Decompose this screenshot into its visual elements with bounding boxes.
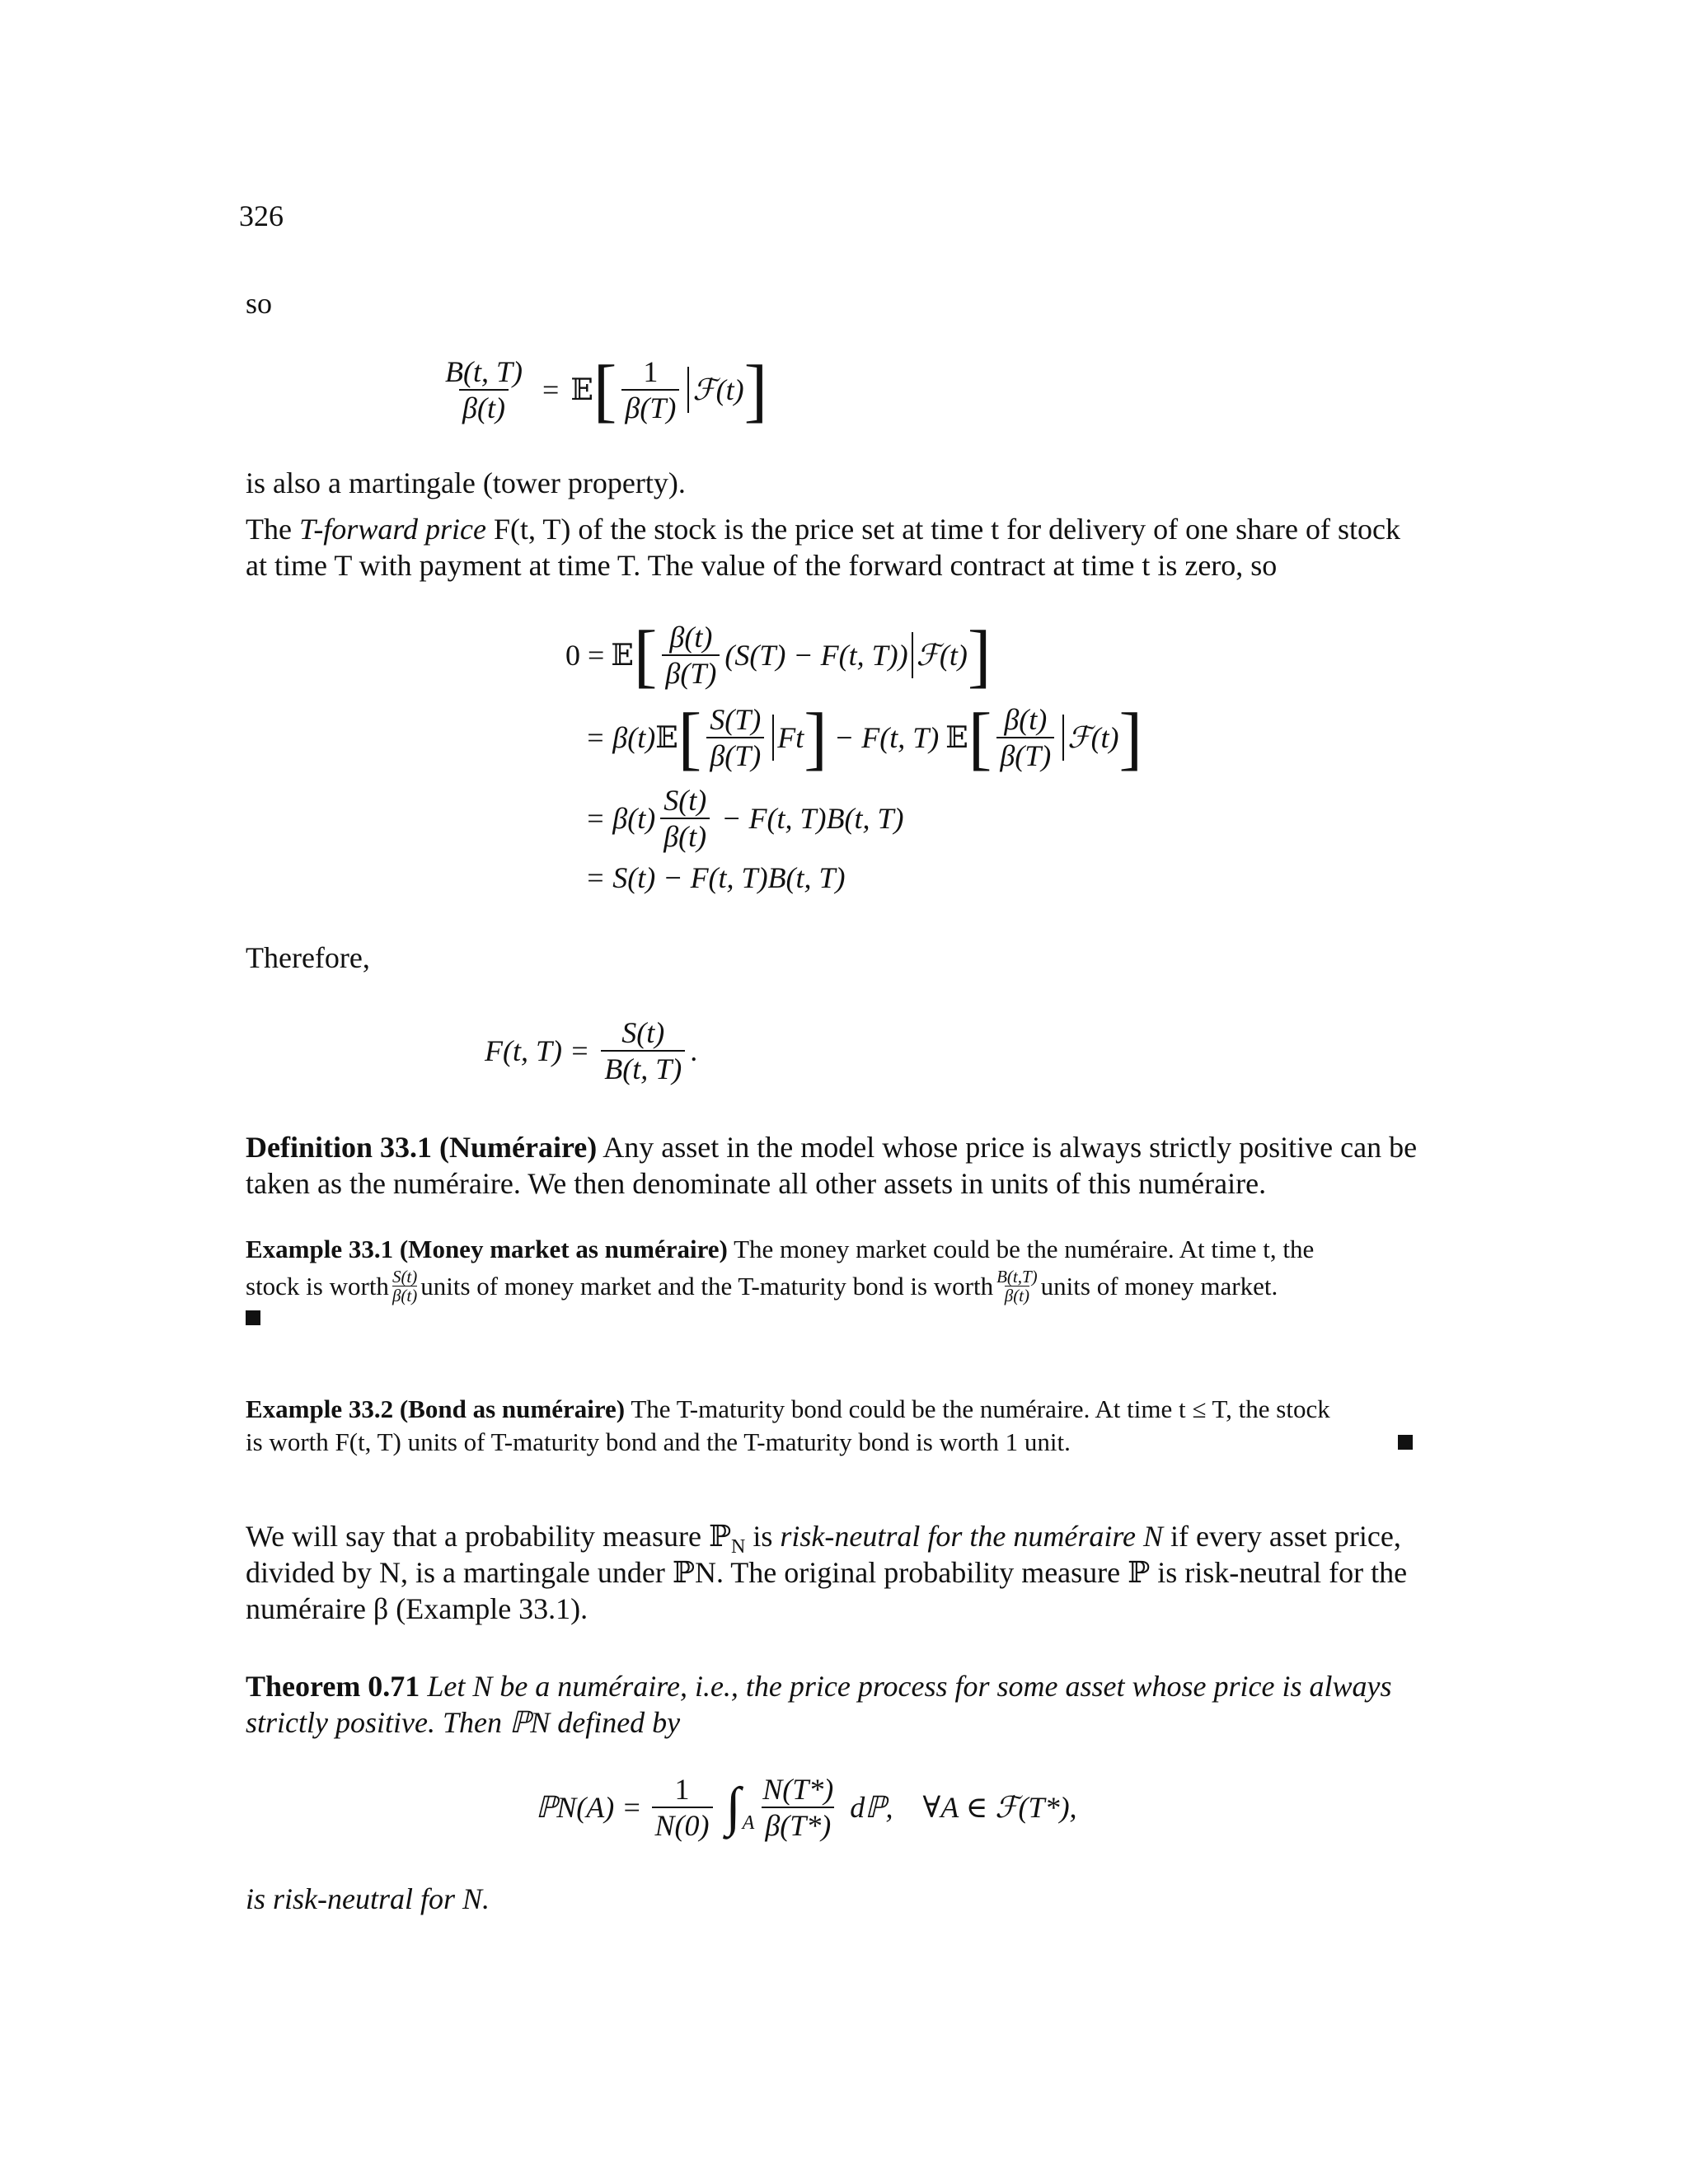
paragraph-forward-line2: at time T with payment at time T. The value of the forward contract at time t is zero, so xyxy=(246,549,1278,582)
paragraph-martingale: is also a martingale (tower property). xyxy=(246,466,686,499)
text-therefore: Therefore, xyxy=(246,941,370,974)
example-33-2: Example 33.2 (Bond as numéraire) The T-maturity bond could be the numéraire. At time t ≤ T, the stock xyxy=(246,1394,1330,1423)
equation-2-line2: = β(t) 𝔼 [ $\frac{S(T)}{\beta(T)}$ Ft ] − F(t, T) 𝔼 [ $\frac{\beta(t)}{\beta(T)}$ ℱ(t) ] xyxy=(585,698,1143,777)
equation-2-line1: 0 = 𝔼 [ $\frac{\beta(t)}{\beta(T)}$ (S(T) − F(t, T)) ℱ(t) ] xyxy=(565,616,992,695)
theorem-equation: ℙN(A) = $\frac{1}{N(0)}$ ∫ A $\frac{N(T*)}{\beta(T*)}$ dℙ, ∀A ∈ ℱ(T*), xyxy=(536,1773,1077,1842)
definition-33-1-line2: taken as the numéraire. We then denominate all other assets in units of this numéraire. xyxy=(246,1167,1267,1200)
qed-square-icon xyxy=(246,1310,260,1329)
example-33-1: Example 33.1 (Money market as numéraire) The money market could be the numéraire. At time t, the xyxy=(246,1235,1315,1263)
equation-1: $\frac{B(t, T)}{\beta(t)}$ = 𝔼 [ $\frac{1}{\beta(T)}$ ℱ(t) ] xyxy=(445,350,768,429)
text-so: so xyxy=(246,287,273,320)
theorem-0-71: Theorem 0.71 Let N be a numéraire, i.e., the price process for some asset whose price is always xyxy=(246,1670,1392,1703)
equation-3: F(t, T) = $\frac{S(t)}{B(t, T)}$ . xyxy=(485,1016,698,1085)
paragraph-risk-neutral-line2: divided by N, is a martingale under ℙN. The original probability measure ℙ is risk-neutral for the xyxy=(246,1556,1408,1589)
equation-2-line4: = S(t) − F(t, T)B(t, T) xyxy=(585,861,846,894)
paragraph-forward-line1: The T-forward price F(t, T) of the stock is the price set at time t for delivery of one share of stock xyxy=(246,513,1401,546)
qed-square-icon-2 xyxy=(1398,1435,1413,1454)
paragraph-risk-neutral-line3: numéraire β (Example 33.1). xyxy=(246,1592,588,1625)
paragraph-risk-neutral-line1: We will say that a probability measure ℙ$_N$ is risk-neutral for the numéraire N if every asset price, xyxy=(246,1520,1401,1558)
equation-2-line3: = β(t) $\frac{S(t)}{\beta(t)}$ − F(t, T)B(t, T) xyxy=(585,784,904,853)
example-33-2-line2: is worth F(t, T) units of T-maturity bond and the T-maturity bond is worth 1 unit. xyxy=(246,1427,1071,1456)
theorem-0-71-line3: is risk-neutral for N. xyxy=(246,1882,490,1915)
page-number: 326 xyxy=(239,199,284,232)
example-33-1-line2: stock is worth S(t) β(t) units of money market and the T-maturity bond is worth B(t,T) β(t) units of money market. xyxy=(246,1267,1278,1305)
definition-33-1: Definition 33.1 (Numéraire) Any asset in the model whose price is always strictly positive can be xyxy=(246,1131,1418,1164)
theorem-0-71-line2: strictly positive. Then ℙN defined by xyxy=(246,1706,681,1739)
